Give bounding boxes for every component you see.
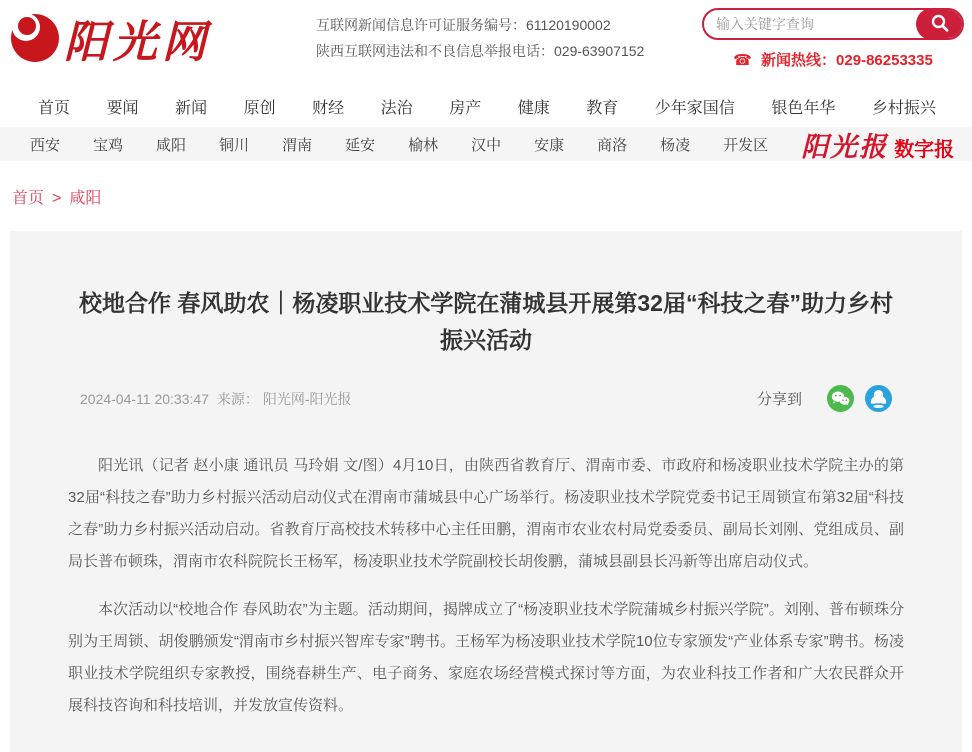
article-panel [10,231,962,752]
site-logo-text: 阳光网 [64,18,211,67]
article-source: 阳光网-阳光报 [262,390,352,407]
main-nav [0,86,972,127]
nav-item-headlines[interactable]: 要闻 [106,100,139,117]
phone-icon: ☎ [733,52,752,69]
breadcrumb [12,185,972,205]
article-title: 校地合作 春风助农｜杨凌职业技术学院在蒲城县开展第32届“科技之春”助力乡村振兴活动 [79,290,893,353]
city-item-xianyang[interactable]: 咸阳 [156,136,187,154]
article-body [68,450,904,722]
qq-share-icon[interactable] [865,385,892,412]
article-paragraph-2: 本次活动以“校地合作 春风助农”为主题。活动期间，揭牌成立了“杨凌职业技术学院蒲城乡村振兴学院”。刘刚、普布顿珠分别为王周锁、胡俊鹏颁发“渭南市乡村振兴智库专家”聘书。王杨军为杨凌职业技术学院10位专家颁发“产业体系专家”聘书。杨凌职业技术学院组织专家教授，围绕春耕生产、电子商务、家庭农场经营模式探讨等方面，为农业科技工作者和广大农民群众开展科技咨询和科技培训，并发放宣传资料。 [68,601,904,714]
breadcrumb-current[interactable]: 咸阳 [69,190,102,207]
article-source-label: 来源： [216,390,259,407]
article-date: 2024-04-11 20:33:47 [80,390,209,407]
nav-item-youth-letters[interactable]: 少年家国信 [654,100,735,117]
site-header [0,0,972,86]
header-right [702,6,964,70]
search-button[interactable] [916,8,964,40]
wechat-share-icon[interactable] [827,385,854,412]
news-hotline [702,49,964,70]
city-item-yangling[interactable]: 杨凌 [660,136,691,154]
city-item-weinan[interactable]: 渭南 [282,136,313,154]
site-logo[interactable] [4,6,256,70]
article-meta [80,389,356,409]
license-info [316,12,644,64]
search-box [702,8,964,40]
paper-digital-label: 数字报 [894,138,955,161]
nav-item-education[interactable]: 教育 [586,100,619,117]
nav-item-rural-revitalization[interactable]: 乡村振兴 [871,100,936,117]
city-item-hanzhong[interactable]: 汉中 [471,136,502,154]
search-icon [930,13,950,36]
hotline-label: 新闻热线： [761,52,837,69]
breadcrumb-separator: > [52,190,62,207]
nav-item-health[interactable]: 健康 [517,100,550,117]
nav-item-finance[interactable]: 财经 [312,100,345,117]
city-item-tongchuan[interactable]: 铜川 [219,136,250,154]
nav-item-realestate[interactable]: 房产 [449,100,482,117]
breadcrumb-home[interactable]: 首页 [12,190,45,207]
city-item-xian[interactable]: 西安 [30,136,61,154]
city-item-development-zone[interactable]: 开发区 [723,136,769,154]
nav-item-news[interactable]: 新闻 [175,100,208,117]
city-item-shangluo[interactable]: 商洛 [597,136,628,154]
article-meta-row [68,385,904,412]
nav-item-silver-age[interactable]: 银色年华 [771,100,836,117]
city-item-yanan[interactable]: 延安 [345,136,376,154]
nav-item-law[interactable]: 法治 [380,100,413,117]
city-item-baoji[interactable]: 宝鸡 [93,136,124,154]
city-item-ankang[interactable]: 安康 [534,136,565,154]
article-paragraph-1: 阳光讯（记者 赵小康 通讯员 马玲娟 文/图）4月10日，由陕西省教育厅、渭南市委、市政府和杨凌职业技术学院主办的第32届“科技之春”助力乡村振兴活动启动仪式在渭南市蒲城县中心广场举行。杨凌职业技术学院党委书记王周锁宣布第32届“科技之春”助力乡村振兴活动启动。省教育厅高校技术转移中心主任田鹏，渭南市农业农村局党委委员、副局长刘刚、党组成员、副局长普布顿珠，渭南市农科院院长王杨军，杨凌职业技术学院副校长胡俊鹏，蒲城县副县长冯新等出席启动仪式。 [68,457,904,570]
search-input[interactable] [704,16,916,32]
digital-paper-logo[interactable] [801,125,954,164]
city-item-yulin[interactable]: 榆林 [408,136,439,154]
sun-logo-icon [4,7,62,70]
paper-logo-text: 阳光报 [801,131,889,162]
license-line-1: 互联网新闻信息许可证服务编号：61120190002 [316,17,611,33]
hotline-number: 029-86253335 [836,52,933,69]
nav-item-original[interactable]: 原创 [243,100,276,117]
city-nav [0,127,972,161]
license-line-2: 陕西互联网违法和不良信息举报电话：029-63907152 [316,43,645,59]
share-bar [757,385,892,412]
nav-item-home[interactable]: 首页 [38,100,71,117]
share-label: 分享到 [756,391,802,408]
